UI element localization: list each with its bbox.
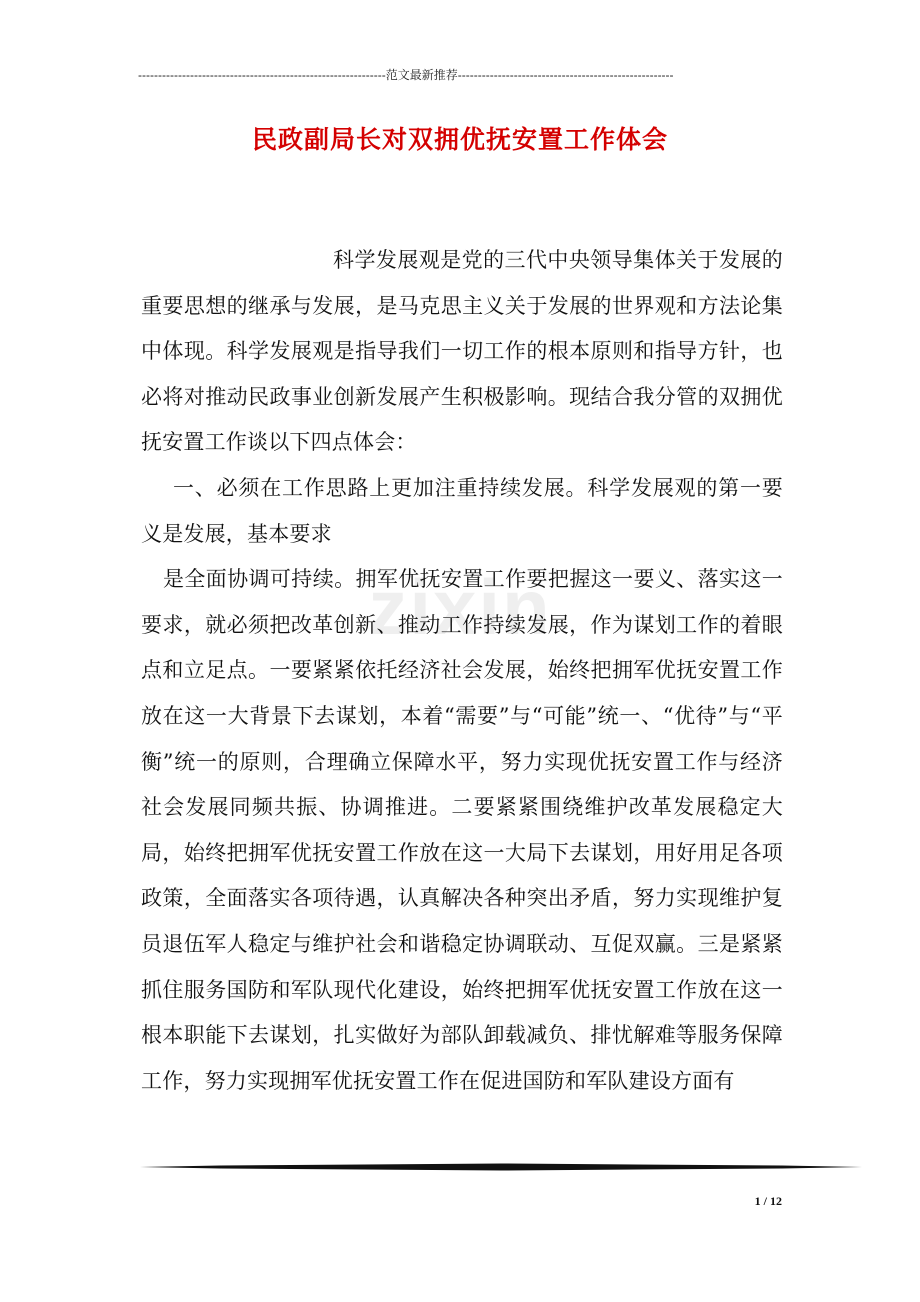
footer-divider [140,1162,862,1172]
paragraph-point-one-body: 是全面协调可持续。拥军优抚安置工作要把握这一要义、落实这一要求，就必须把改革创新、推动工作持续发展，作为谋划工作的着眼点和立足点。一要紧紧依托经济社会发展，始终把拥军优抚安置工作放在这一大背景下去谋划，本着“需要”与“可能”统一、“优待”与“平衡”统一的原则，合理确立保障水平，努力实现优抚安置工作与经济社会发展同频共振、协调推进。二要紧紧围绕维护改革发展稳定大局，始终把拥军优抚安置工作放在这一大局下去谋划，用好用足各项政策，全面落实各项待遇，认真解决各种突出矛盾，努力实现维护复员退伍军人稳定与维护社会和谐稳定协调联动、互促双赢。三是紧紧抓住服务国防和军队现代化建设，始终把拥军优抚安置工作放在这一根本职能下去谋划，扎实做好为部队卸载减负、排忧解难等服务保障工作，努力实现拥军优抚安置工作在促进国防和军队建设方面有 [141,567,783,1093]
paragraph-point-one-heading: 一、必须在工作思路上更加注重持续发展。科学发展观的第一要义是发展，基本要求 [141,475,783,546]
document-title: 民政副局长对双拥优抚安置工作体会 [251,125,668,154]
page-header-banner: --------------------------------------------------------------范文最新推荐------------------------------------------------------ [138,68,674,82]
paragraph-intro: 科学发展观是党的三代中央领导集体关于发展的重要思想的继承与发展，是马克思主义关于发展的世界观和方法论集中体现。科学发展观是指导我们一切工作的根本原则和指导方针，也必将对推动民政事业创新发展产生积极影响。现结合我分管的双拥优抚安置工作谈以下四点体会： [141,248,783,455]
page-number: 1 / 12 [754,1194,782,1208]
document-body [141,238,783,1104]
watermark-text: zixin [368,563,552,651]
